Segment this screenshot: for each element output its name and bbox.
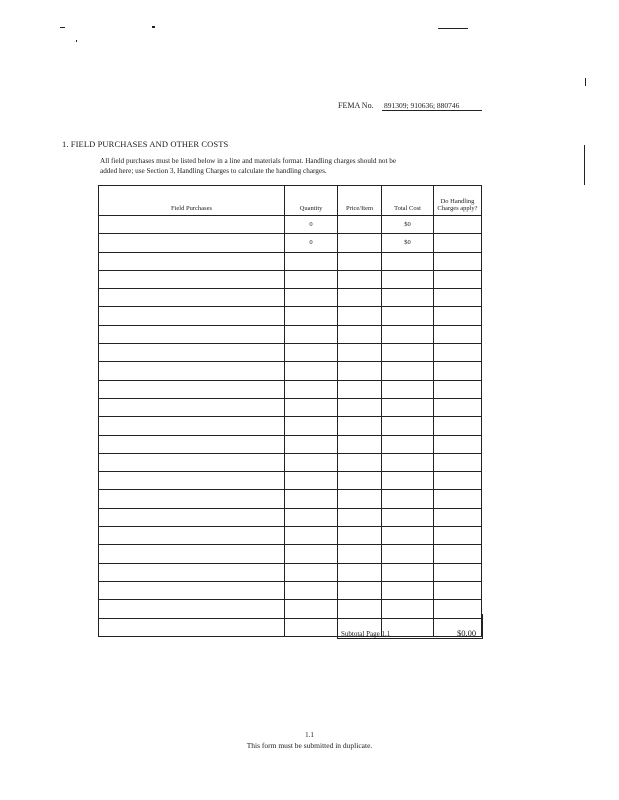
cell-quantity[interactable] [285,490,338,508]
table-row [99,252,482,270]
cell-field-purchase[interactable] [99,252,285,270]
cell-quantity[interactable] [285,289,338,307]
table-row [99,216,482,234]
cell-handling[interactable] [434,234,482,252]
cell-handling[interactable] [434,417,482,435]
cell-price-item[interactable] [338,490,382,508]
scan-mark [76,40,77,42]
cell-total-cost[interactable] [382,417,434,435]
cell-handling[interactable] [434,380,482,398]
cell-total-cost[interactable] [382,270,434,288]
cell-quantity[interactable] [285,453,338,471]
fema-number-underline [382,110,482,111]
table-row [99,508,482,526]
cell-quantity[interactable]: 0 [285,234,338,252]
table-row [99,417,482,435]
cell-quantity[interactable] [285,362,338,380]
cell-total-cost[interactable] [382,325,434,343]
cell-price-item[interactable] [338,453,382,471]
table-row [99,453,482,471]
cell-quantity[interactable] [285,252,338,270]
cell-quantity[interactable] [285,307,338,325]
cell-price-item[interactable] [338,472,382,490]
cell-total-cost[interactable] [382,435,434,453]
cell-total-cost[interactable] [382,307,434,325]
header-handling-charges: Do Handling Charges apply? [434,186,482,216]
header-price-item: Price/Item [338,186,382,216]
cell-total-cost[interactable] [382,398,434,416]
cell-field-purchase[interactable] [99,307,285,325]
cell-total-cost[interactable]: $0 [382,234,434,252]
table-row [99,527,482,545]
cell-quantity[interactable] [285,435,338,453]
cell-field-purchase[interactable] [99,453,285,471]
cell-field-purchase[interactable] [99,216,285,234]
table-row [99,234,482,252]
cell-total-cost[interactable] [382,453,434,471]
cell-field-purchase[interactable] [99,380,285,398]
cell-total-cost[interactable]: $0 [382,216,434,234]
cell-field-purchase[interactable] [99,600,285,618]
cell-handling[interactable] [434,289,482,307]
table-row [99,563,482,581]
table-row [99,344,482,362]
subtotal-value: $0.00 [457,628,477,638]
cell-handling[interactable] [434,527,482,545]
table-row [99,472,482,490]
cell-handling[interactable] [434,545,482,563]
cell-price-item[interactable] [338,234,382,252]
cell-total-cost[interactable] [382,362,434,380]
scan-mark [438,28,468,29]
cell-price-item[interactable] [338,435,382,453]
cell-handling[interactable] [434,270,482,288]
cell-field-purchase[interactable] [99,527,285,545]
cell-field-purchase[interactable] [99,398,285,416]
cell-handling[interactable] [434,581,482,599]
cell-field-purchase[interactable] [99,234,285,252]
cell-quantity[interactable] [285,563,338,581]
header-field-purchases: Field Purchases [99,186,285,216]
cell-field-purchase[interactable] [99,508,285,526]
cell-price-item[interactable] [338,289,382,307]
cell-handling[interactable] [434,216,482,234]
cell-total-cost[interactable] [382,581,434,599]
table-row [99,362,482,380]
cell-quantity[interactable] [285,581,338,599]
cell-price-item[interactable] [338,527,382,545]
instructions-line: All field purchases must be listed below in a line and materials format. Handling charges should not be [100,157,397,165]
cell-price-item[interactable] [338,216,382,234]
instructions-line: added here; use Section 3, Handling Charges to calculate the handling charges. [100,166,327,175]
cell-quantity[interactable] [285,270,338,288]
cell-field-purchase[interactable] [99,472,285,490]
cell-handling[interactable] [434,435,482,453]
cell-total-cost[interactable] [382,545,434,563]
cell-handling[interactable] [434,472,482,490]
cell-price-item[interactable] [338,581,382,599]
cell-field-purchase[interactable] [99,435,285,453]
scan-mark [584,145,585,185]
cell-field-purchase[interactable] [99,289,285,307]
table-row [99,490,482,508]
cell-total-cost[interactable] [382,527,434,545]
cell-field-purchase[interactable] [99,417,285,435]
cell-handling[interactable] [434,453,482,471]
cell-total-cost[interactable] [382,289,434,307]
cell-quantity[interactable] [285,472,338,490]
fema-number-label: FEMA No. [338,101,374,110]
cell-quantity[interactable] [285,618,338,636]
cell-price-item[interactable] [338,325,382,343]
scan-mark [585,78,586,86]
cell-handling[interactable] [434,252,482,270]
cell-price-item[interactable] [338,380,382,398]
cell-field-purchase[interactable] [99,581,285,599]
cell-field-purchase[interactable] [99,362,285,380]
cell-field-purchase[interactable] [99,490,285,508]
cell-price-item[interactable] [338,563,382,581]
cell-handling[interactable] [434,307,482,325]
table-row [99,270,482,288]
cell-quantity[interactable] [285,325,338,343]
table-row [99,581,482,599]
page-number: 1.1 [305,731,314,739]
scan-mark [60,27,65,28]
cell-price-item[interactable] [338,362,382,380]
cell-quantity[interactable] [285,398,338,416]
table-row [99,325,482,343]
cell-quantity[interactable] [285,508,338,526]
cell-price-item[interactable] [338,417,382,435]
cell-handling[interactable] [434,508,482,526]
cell-field-purchase[interactable] [99,270,285,288]
subtotal-label: Subtotal Page 1.1 [341,630,391,638]
cell-field-purchase[interactable] [99,325,285,343]
cell-quantity[interactable] [285,417,338,435]
cell-quantity[interactable] [285,344,338,362]
cell-handling[interactable] [434,362,482,380]
cell-field-purchase[interactable] [99,545,285,563]
cell-quantity[interactable] [285,380,338,398]
cell-handling[interactable] [434,563,482,581]
cell-handling[interactable] [434,398,482,416]
cell-quantity[interactable] [285,545,338,563]
cell-total-cost[interactable] [382,563,434,581]
cell-total-cost[interactable] [382,252,434,270]
table-row [99,289,482,307]
section-title: 1. FIELD PURCHASES AND OTHER COSTS [62,139,229,149]
table-row [99,398,482,416]
cell-price-item[interactable] [338,252,382,270]
table-row [99,435,482,453]
cell-price-item[interactable] [338,398,382,416]
cell-quantity[interactable]: 0 [285,216,338,234]
cell-quantity[interactable] [285,527,338,545]
table-row [99,545,482,563]
cell-handling[interactable] [434,325,482,343]
fema-number-value: 891309; 910636; 880746 [384,101,460,110]
cell-total-cost[interactable] [382,472,434,490]
cell-price-item[interactable] [338,270,382,288]
header-total-cost: Total Cost [382,186,434,216]
cell-total-cost[interactable] [382,508,434,526]
header-quantity: Quantity [285,186,338,216]
table-row [99,307,482,325]
cell-handling[interactable] [434,490,482,508]
field-purchases-table [98,185,482,637]
table-header-row [99,186,482,216]
footer-note: This form must be submitted in duplicate. [246,741,373,750]
cell-field-purchase[interactable] [99,344,285,362]
cell-price-item[interactable] [338,545,382,563]
cell-price-item[interactable] [338,508,382,526]
table-row [99,380,482,398]
scan-mark [152,26,155,28]
cell-field-purchase[interactable] [99,563,285,581]
cell-handling[interactable] [434,344,482,362]
cell-total-cost[interactable] [382,344,434,362]
section-instructions [100,157,440,176]
cell-quantity[interactable] [285,600,338,618]
cell-total-cost[interactable] [382,490,434,508]
cell-price-item[interactable] [338,344,382,362]
cell-total-cost[interactable] [382,380,434,398]
cell-price-item[interactable] [338,307,382,325]
cell-field-purchase[interactable] [99,618,285,636]
